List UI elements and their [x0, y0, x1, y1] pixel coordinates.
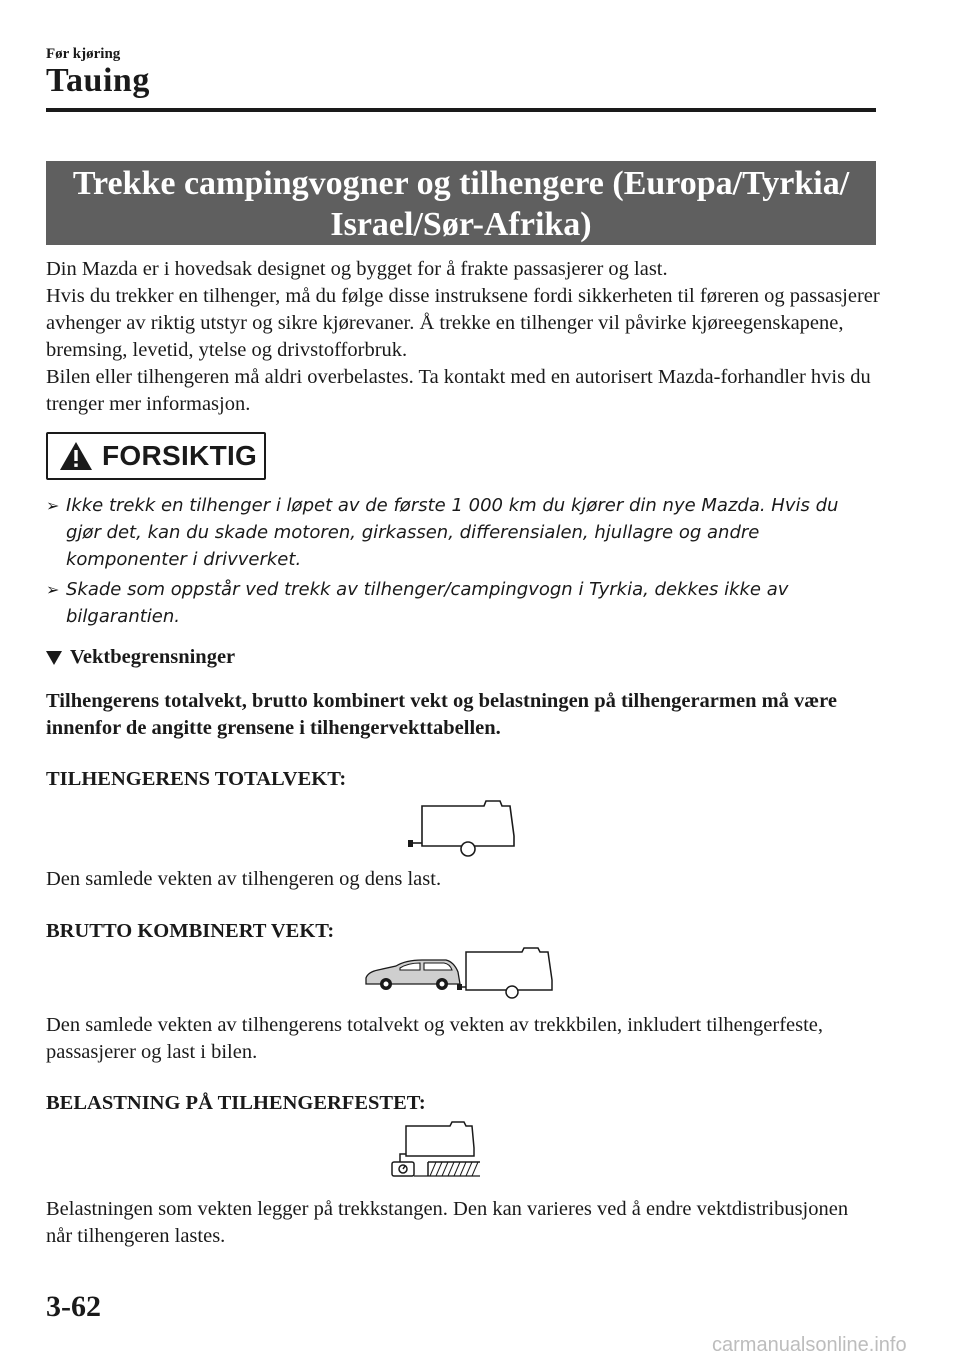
intro-paragraph: Bilen eller tilhengeren må aldri overbelastes. Ta kontakt med en autorisert Mazda-forhandler hvis du trenger mer informasjon. [46, 366, 871, 415]
intro-paragraph: Hvis du trekker en tilhenger, må du følge disse instruksene fordi sikkerheten til føreren og passasjerer avhenger av riktig utstyr og sikre kjørevaner. Å trekke en tilhenger vil påvirke kjøreegenskapene, bremsing, levetid, ytelse og drivstofforbruk. [46, 285, 880, 361]
list-item [46, 492, 866, 573]
caution-item-text: Ikke trekk en tilhenger i løpet av de første 1 000 km du kjører din nye Mazda. Hvis du gjør det, kan du skade motoren, girkassen, differensialen, hjullagre og andre komponenter i drivverket. [66, 495, 839, 570]
page-number: 3-62 [46, 1290, 101, 1323]
weight-limits-intro: Tilhengerens totalvekt, brutto kombinert vekt og belastningen på tilhengerarmen må være innenfor de angitte grensene i tilhengervekttabellen. [46, 690, 837, 739]
intro-paragraph: Din Mazda er i hovedsak designet og bygget for å frakte passasjerer og last. [46, 258, 668, 280]
bullet-arrow-icon: ➢ [46, 580, 60, 599]
section-title: Tauing [46, 62, 150, 99]
weight-limits-heading [46, 646, 235, 669]
term-tongue-load: BELASTNING PÅ TILHENGERFESTET: [46, 1092, 426, 1114]
warning-triangle-icon [58, 440, 94, 472]
bullet-arrow-icon: ➢ [46, 496, 60, 515]
term-description: Den samlede vekten av tilhengeren og dens last. [46, 868, 442, 890]
term-gross-combined-weight: BRUTTO KOMBINERT VEKT: [46, 920, 335, 942]
term-description: Den samlede vekten av tilhengerens totalvekt og vekten av trekkbilen, inkludert tilhengerfeste, passasjerer og last i bilen. [46, 1014, 824, 1063]
intro-text [46, 256, 886, 418]
triangle-down-icon [46, 651, 62, 665]
trailer-icon [406, 796, 518, 862]
list-item [46, 576, 866, 630]
banner-line-1: Trekke campingvogner og tilhengere (Europa/Tyrkia/ [72, 165, 850, 202]
car-with-trailer-icon [362, 946, 556, 1004]
caution-list [46, 492, 866, 633]
tongue-load-scale-icon [390, 1118, 486, 1186]
topic-banner [46, 161, 876, 245]
term-trailer-total-weight: TILHENGERENS TOTALVEKT: [46, 768, 347, 790]
header-rule [46, 108, 876, 112]
caution-label: FORSIKTIG [102, 440, 258, 471]
caution-item-text: Skade som oppstår ved trekk av tilhenger/campingvogn i Tyrkia, dekkes ikke av bilgarantien. [66, 579, 789, 627]
banner-line-2: Israel/Sør-Afrika) [330, 206, 592, 243]
chapter-label: Før kjøring [46, 46, 121, 62]
weight-limits-heading-text: Vektbegrensninger [70, 646, 236, 668]
caution-box [46, 432, 266, 480]
watermark: carmanualsonline.info [712, 1334, 907, 1356]
term-description: Belastningen som vekten legger på trekkstangen. Den kan varieres ved å endre vektdistribusjonen når tilhengeren lastes. [46, 1198, 849, 1247]
